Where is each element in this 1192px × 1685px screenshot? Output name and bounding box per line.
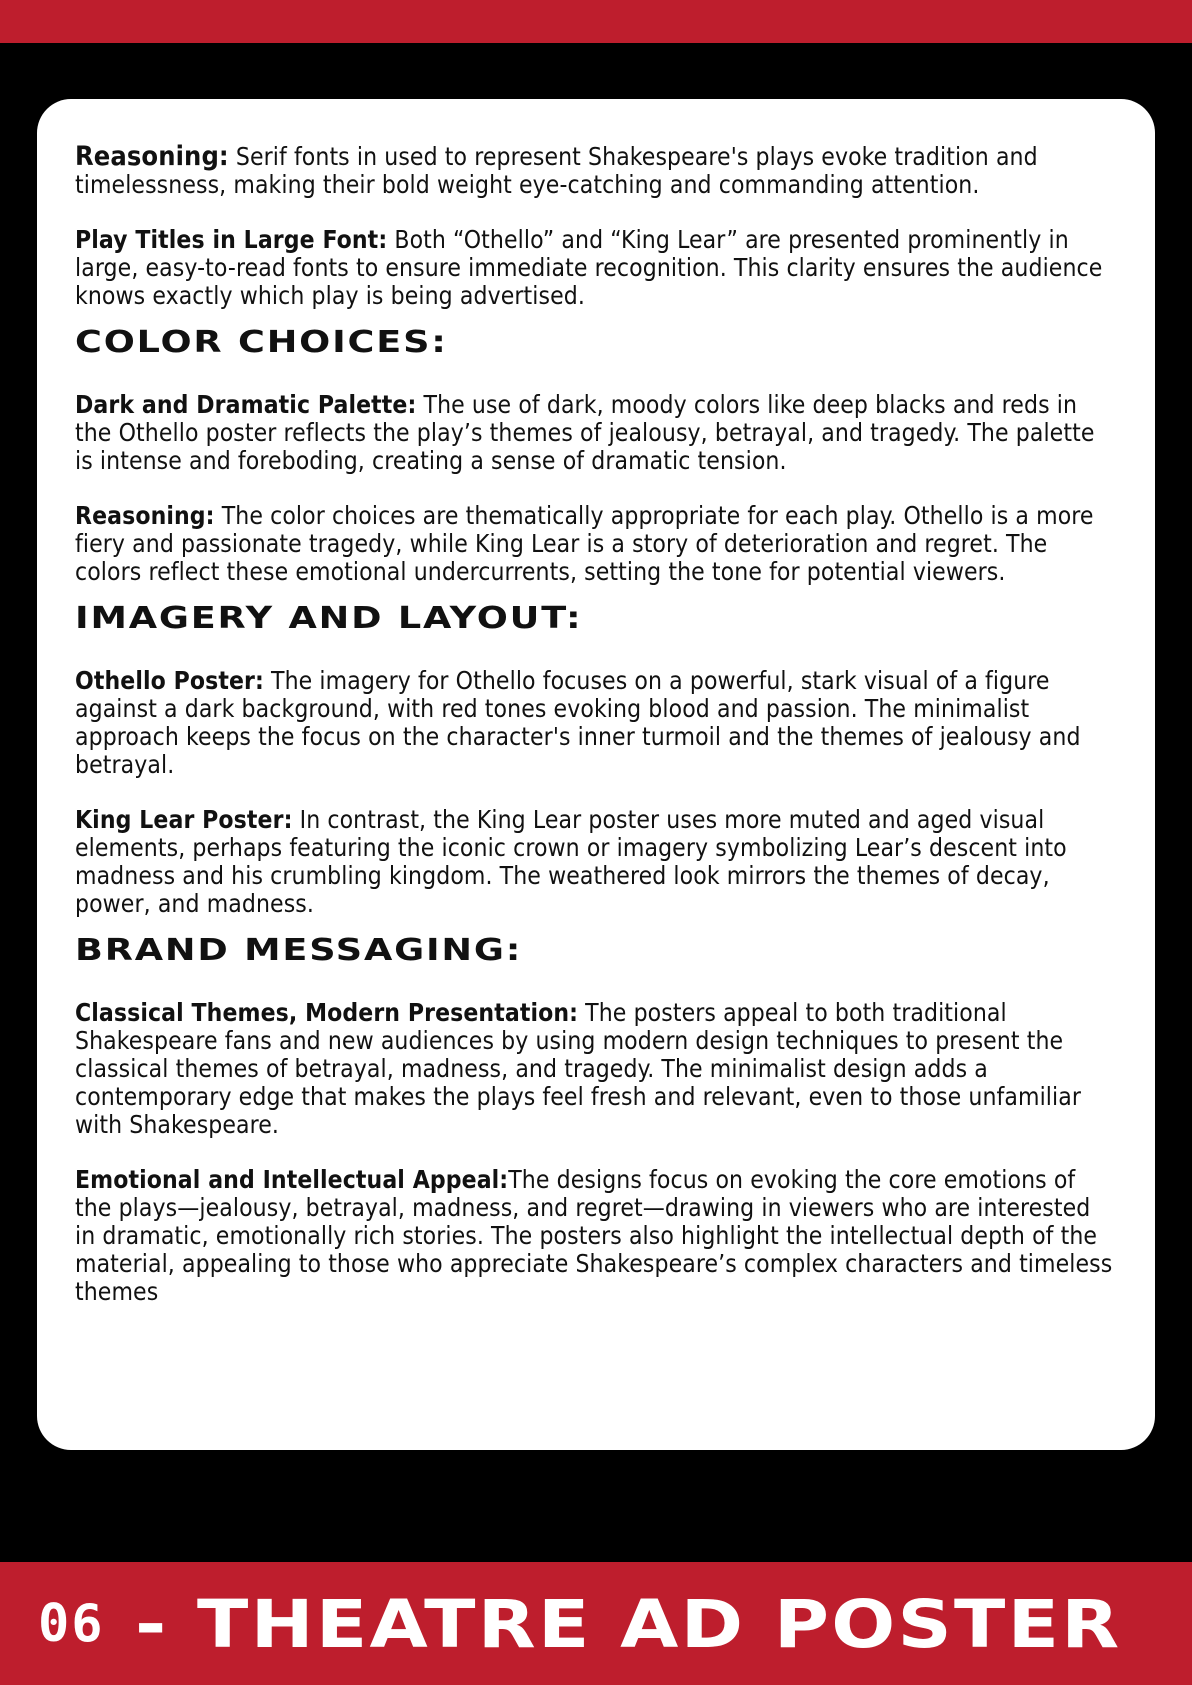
paragraph-dark-palette	[75, 391, 1117, 475]
paragraph-classical-themes	[75, 999, 1117, 1139]
heading-color-choices: COLOR CHOICES:	[75, 325, 448, 360]
footer-heading: - THEATRE AD POSTER	[134, 1585, 1122, 1663]
paragraph-lead: Classical Themes, Modern Presentation:	[75, 998, 579, 1027]
paragraph-lead: Reasoning:	[75, 501, 215, 530]
paragraph-text: The imagery for Othello focuses on a powerful, stark visual of a figure against a dark background, with red tones evoking blood and passion. The minimalist approach keeps the focus on the character's inner turmoil and the themes of jealousy and betrayal.	[75, 666, 1081, 779]
content-card	[37, 99, 1155, 1450]
paragraph-color-reasoning	[75, 502, 1117, 586]
paragraph-lead: Emotional and Intellectual Appeal:	[75, 1165, 509, 1194]
top-accent-bar	[0, 0, 1192, 43]
paragraph-text: Both “Othello” and “King Lear” are presented prominently in large, easy-to-read fonts to ensure immediate recognition. This clarity ensures the audience knows exactly which play is being advertised.	[75, 225, 1103, 310]
paragraph-play-titles	[75, 226, 1117, 310]
paragraph-lead: Dark and Dramatic Palette:	[75, 390, 417, 419]
heading-brand-messaging: BRAND MESSAGING:	[75, 933, 523, 968]
heading-imagery-layout: IMAGERY AND LAYOUT:	[75, 601, 583, 636]
paragraph-text: The color choices are thematically appropriate for each play. Othello is a more fiery and passionate tragedy, while King Lear is a story of deterioration and regret. The colors reflect these emotional undercurrents, setting the tone for potential viewers.	[75, 501, 1094, 586]
paragraph-lead: Reasoning:	[75, 141, 229, 172]
paragraph-text: The use of dark, moody colors like deep blacks and reds in the Othello poster reflects the play’s themes of jealousy, betrayal, and tragedy. The palette is intense and foreboding, creating a sense of dramatic tension.	[75, 390, 1095, 475]
page-number: 06	[38, 1594, 105, 1654]
paragraph-lead: Othello Poster:	[75, 666, 264, 695]
paragraph-emotional-appeal	[75, 1166, 1117, 1306]
paragraph-text: Serif fonts in used to represent Shakespeare's plays evoke tradition and timelessness, making their bold weight eye-catching and commanding attention.	[75, 142, 1038, 199]
paragraph-text: The designs focus on evoking the core emotions of the plays—jealousy, betrayal, madness, and regret—drawing in viewers who are interested in dramatic, emotionally rich stories. The posters also highlight the intellectual depth of the material, appealing to those who appreciate Shakespeare’s complex characters and timeless themes	[75, 1165, 1113, 1306]
paragraph-typography-reasoning	[75, 143, 1117, 199]
paragraph-lead: King Lear Poster:	[75, 805, 293, 834]
paragraph-king-lear-poster	[75, 806, 1117, 918]
paragraph-othello-poster	[75, 667, 1117, 779]
paragraph-text: The posters appeal to both traditional Shakespeare fans and new audiences by using modern design techniques to present the classical themes of betrayal, madness, and tragedy. The minimalist design adds a contemporary edge that makes the plays feel fresh and relevant, even to those unfamiliar with Shakespeare.	[75, 998, 1082, 1139]
paragraph-lead: Play Titles in Large Font:	[75, 225, 388, 254]
footer-title	[38, 1585, 1122, 1663]
paragraph-text: In contrast, the King Lear poster uses more muted and aged visual elements, perhaps featuring the iconic crown or imagery symbolizing Lear’s descent into madness and his crumbling kingdom. The weathered look mirrors the themes of decay, power, and madness.	[75, 805, 1067, 918]
